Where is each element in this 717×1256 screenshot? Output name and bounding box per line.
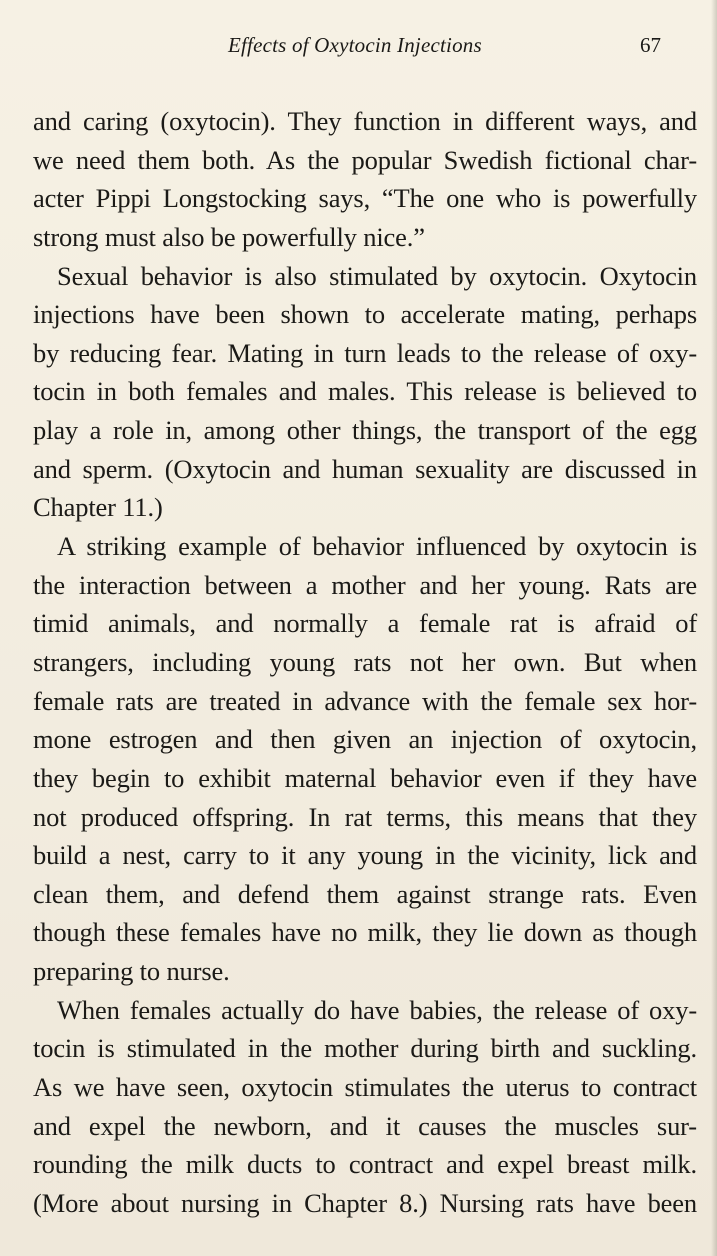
text-line: strong must also be powerfully nice.” [33,221,425,252]
text-line: tocin is stimulated in the mother during birth and suckling. [33,1033,697,1064]
text-line: not produced offspring. In rat terms, this means that they [33,801,697,832]
text-line: and caring (oxytocin). They function in different ways, and [33,106,697,136]
text-line: mone estrogen and then given an injection of oxytocin, [33,724,697,755]
text-line: A striking example of behavior influenced by oxytocin is [57,531,697,562]
page-edge-shadow [711,0,717,1256]
text-line: they begin to exhibit maternal behavior even if they have [33,762,697,793]
body-text [33,102,697,1223]
text-line: When females actually do have babies, the release of oxy- [57,994,697,1025]
text-line: injections have been shown to accelerate mating, perhaps [33,299,697,330]
page-number: 67 [640,33,661,57]
running-title: Effects of Oxytocin Injections [228,33,482,57]
text-line: timid animals, and normally a female rat is afraid of [33,608,697,639]
text-line: acter Pippi Longstocking says, “The one who is powerfully [33,183,697,214]
text-line: As we have seen, oxytocin stimulates the uterus to contract [33,1072,697,1103]
text-line: preparing to nurse. [33,956,230,987]
text-line: and expel the newborn, and it causes the muscles sur- [33,1110,697,1141]
running-head [0,30,717,64]
text-line: clean them, and defend them against strange rats. Even [33,878,697,909]
text-line: tocin in both females and males. This release is believed to [33,376,697,407]
text-line: rounding the milk ducts to contract and expel breast milk. [33,1149,697,1180]
text-line: we need them both. As the popular Swedish fictional char- [33,144,697,175]
text-line: build a nest, carry to it any young in the vicinity, lick and [33,840,697,871]
text-line: strangers, including young rats not her own. But when [33,646,697,677]
text-line: though these females have no milk, they lie down as though [33,917,697,948]
text-line: Chapter 11.) [33,492,163,523]
text-line: play a role in, among other things, the transport of the egg [33,415,697,446]
text-line: and sperm. (Oxytocin and human sexuality are discussed in [33,453,697,484]
text-line: female rats are treated in advance with the female sex hor- [33,685,697,716]
text-line: by reducing fear. Mating in turn leads to the release of oxy- [33,337,697,368]
text-line: the interaction between a mother and her young. Rats are [33,569,697,600]
text-line: (More about nursing in Chapter 8.) Nursing rats have been [33,1187,697,1218]
text-line: Sexual behavior is also stimulated by oxytocin. Oxytocin [57,260,697,291]
